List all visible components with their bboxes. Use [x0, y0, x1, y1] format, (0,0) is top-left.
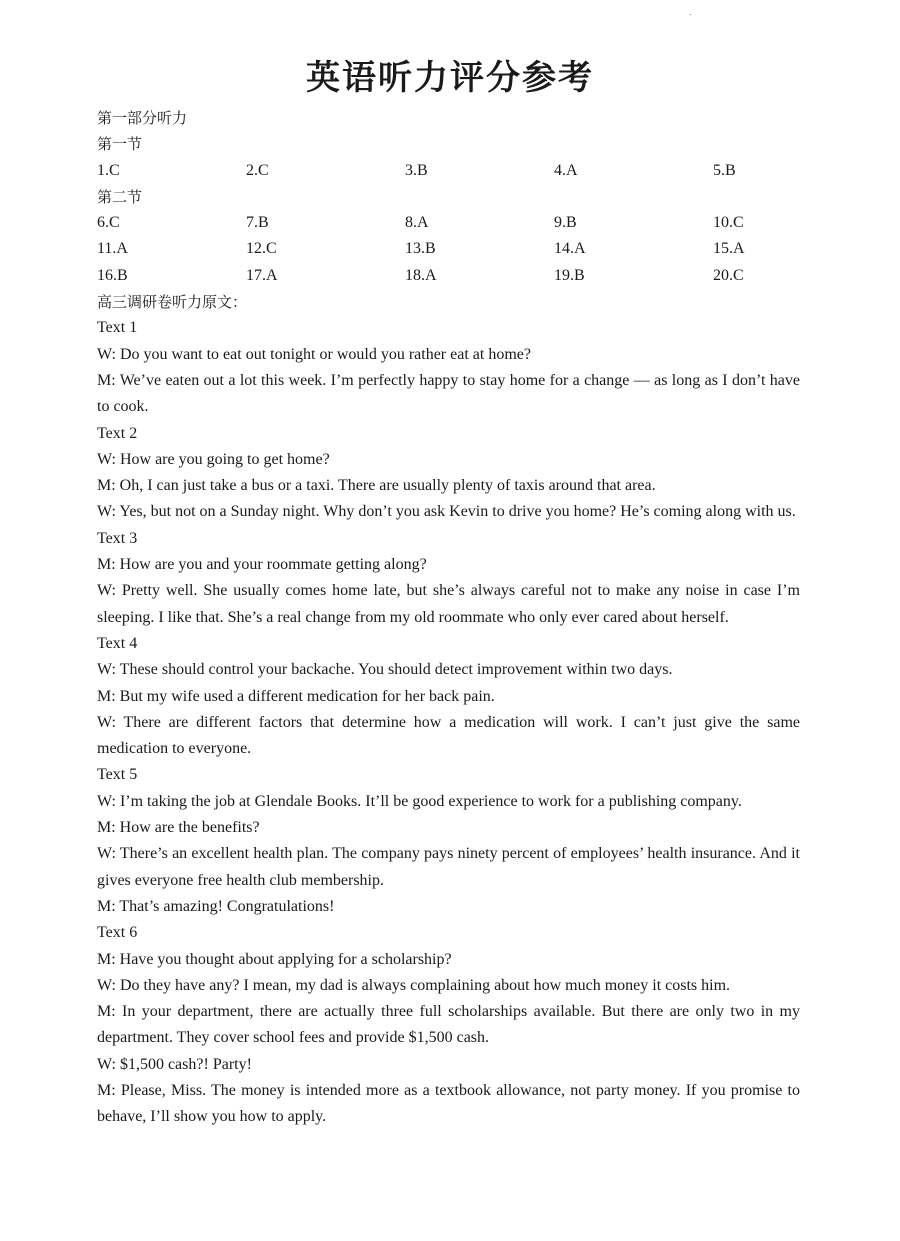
dialogue-line: W: There are different factors that determine how a medication will work. I can’t just give the same medication to everyone.	[97, 713, 800, 758]
dialogue-line: W: How are you going to get home?	[97, 450, 330, 468]
dialogue-line: W: These should control your backache. You should detect improvement within two days.	[97, 661, 673, 679]
answer-key: 14.A	[554, 240, 586, 258]
answer-key: 8.A	[405, 214, 429, 232]
section1-answers	[97, 158, 800, 184]
section1-heading: 第一节	[97, 135, 143, 154]
scan-speck	[690, 14, 691, 15]
text-label: Text 1	[97, 319, 138, 337]
dialogue-line: M: Please, Miss. The money is intended more as a textbook allowance, not party money. If you promise to behave, I’ll show you how to apply.	[97, 1081, 800, 1126]
dialogue-line: W: There’s an excellent health plan. The company pays ninety percent of employees’ health insurance. And it gives everyone free health club membership.	[97, 845, 800, 889]
answer-key: 2.C	[246, 161, 269, 179]
answer-key: 17.A	[246, 266, 278, 284]
answer-key: 15.A	[713, 240, 745, 258]
answer-row	[97, 210, 800, 236]
part-heading: 第一部分听力	[97, 109, 188, 127]
transcript-texts	[97, 315, 800, 1130]
dialogue-line: M: How are you and your roommate getting along?	[97, 556, 427, 574]
answer-key: 18.A	[405, 266, 437, 284]
answer-key: 13.B	[405, 240, 436, 258]
dialogue-line: M: In your department, there are actually three full scholarships available. But there are only two in my department. They cover school fees and provide $1,500 cash.	[97, 1003, 800, 1047]
dialogue-line: M: We’ve eaten out a lot this week. I’m perfectly happy to stay home for a change — as long as I don’t have to cook.	[97, 371, 800, 416]
answer-row	[97, 236, 800, 262]
answer-key: 5.B	[713, 161, 736, 179]
dialogue-line: W: Do you want to eat out tonight or would you rather eat at home?	[97, 345, 531, 363]
text-label: Text 3	[97, 529, 138, 547]
dialogue-line: M: That’s amazing! Congratulations!	[97, 897, 335, 915]
dialogue-line: M: Have you thought about applying for a scholarship?	[97, 950, 452, 968]
text-label: Text 4	[97, 634, 138, 652]
page-title: 英语听力评分参考	[306, 58, 594, 98]
answer-key: 3.B	[405, 161, 428, 179]
text-label: Text 6	[97, 924, 138, 942]
text-label: Text 2	[97, 424, 138, 442]
answer-key: 9.B	[554, 214, 577, 232]
transcript-heading: 高三调研卷听力原文：	[97, 293, 248, 312]
dialogue-line: M: But my wife used a different medication for her back pain.	[97, 687, 495, 705]
dialogue-line: M: Oh, I can just take a bus or a taxi. There are usually plenty of taxis around that area.	[97, 477, 656, 495]
section2-heading: 第二节	[97, 187, 143, 206]
answer-key: 16.B	[97, 266, 128, 284]
dialogue-line: W: Yes, but not on a Sunday night. Why don’t you ask Kevin to drive you home? He’s coming along with us.	[97, 503, 796, 521]
answer-key: 6.C	[97, 214, 120, 232]
answer-row	[97, 263, 800, 289]
answer-row	[97, 158, 800, 184]
dialogue-line: W: Do they have any? I mean, my dad is always complaining about how much money it costs him.	[97, 976, 731, 994]
answer-key: 12.C	[246, 240, 277, 258]
document-body	[97, 105, 800, 1131]
section2-answers	[97, 210, 800, 289]
dialogue-line: W: I’m taking the job at Glendale Books. It’ll be good experience to work for a publishing company.	[97, 792, 742, 810]
answer-key: 19.B	[554, 266, 585, 284]
answer-key: 20.C	[713, 266, 744, 284]
answer-key: 10.C	[713, 214, 744, 232]
answer-key: 1.C	[97, 161, 120, 179]
dialogue-line: W: Pretty well. She usually comes home late, but she’s always careful not to make any noise in case I’m sleeping. I like that. She’s a real change from my old roommate who only ever cared about herself.	[97, 582, 800, 626]
answer-key: 7.B	[246, 214, 269, 232]
dialogue-line: M: How are the benefits?	[97, 819, 260, 837]
answer-key: 4.A	[554, 161, 578, 179]
dialogue-line: W: $1,500 cash?! Party!	[97, 1055, 252, 1073]
answer-key: 11.A	[97, 240, 128, 258]
text-label: Text 5	[97, 766, 138, 784]
